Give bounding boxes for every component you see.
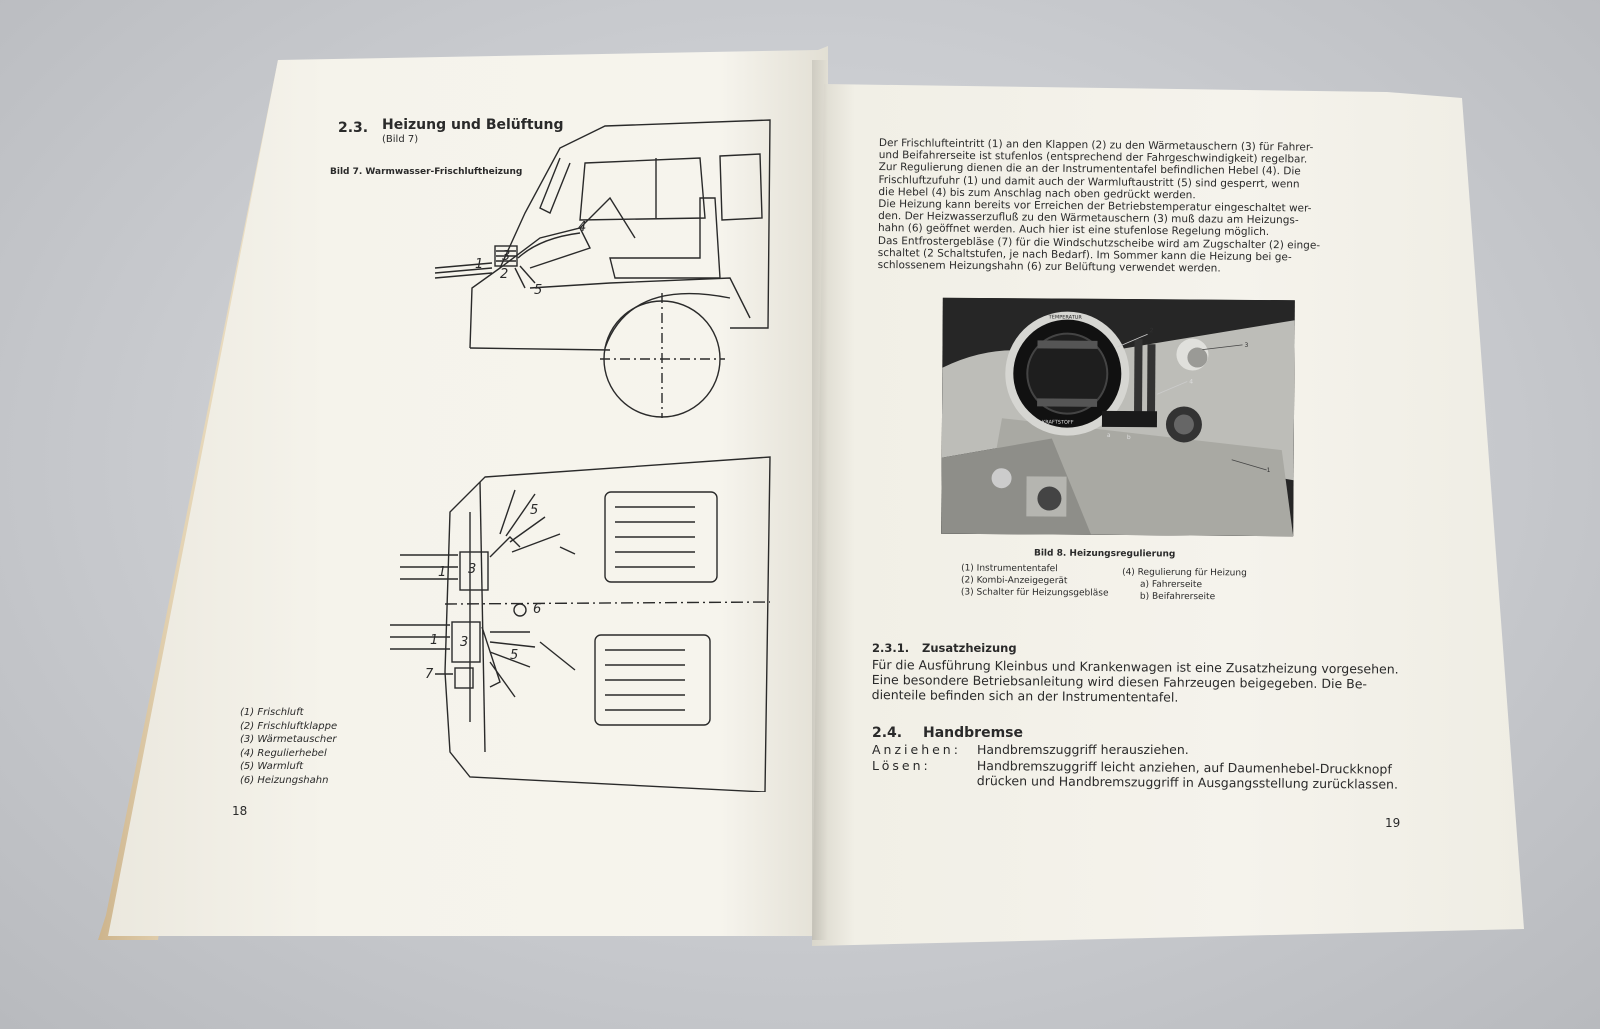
- diagram-label-7: 7: [425, 667, 434, 682]
- intro-line: hahn (6) geöffnet werden. Auch hier ist eine stufenlose Regelung möglich.: [877, 222, 1270, 239]
- section-ref: (Bild 7): [382, 134, 419, 145]
- intro-line: Zur Regulierung dienen die an der Instrumententafel befindlichen Hebel (4). Die: [878, 161, 1301, 178]
- paragraph-line: dienteile befinden sich an der Instrumententafel.: [871, 686, 1179, 705]
- intro-line: schlossenem Heizungshahn (6) zur Belüftung verwendet werden.: [877, 259, 1221, 275]
- subsection-title-zusatzheizung: Zusatzheizung: [922, 641, 1017, 655]
- photo-callout-3: 3: [1244, 341, 1249, 349]
- heater-diagram-top-view: [390, 452, 780, 792]
- diagram-label-1-bottom: 1: [430, 633, 439, 648]
- photo-label-temperatur: TEMPERATUR: [1048, 314, 1082, 321]
- diagram-label-5: 5: [534, 283, 543, 298]
- page-number-right: 19: [1385, 816, 1401, 830]
- figure-7-caption: Bild 7. Warmwasser-Frischluftheizung: [330, 167, 523, 177]
- legend-item: (2) Frischluftklappe: [240, 720, 338, 732]
- intro-line: Frischluftzufuhr (1) und damit auch der Warmluftaustritt (5) sind gesperrt, wenn: [878, 173, 1300, 191]
- diagram-label-3: 3: [502, 249, 511, 264]
- intro-paragraph: [878, 137, 1322, 276]
- legend-item: (2) Kombi-Anzeigegerät: [960, 575, 1068, 587]
- loesen-text: [977, 758, 1398, 792]
- legend-item: (3) Schalter für Heizungsgebläse: [960, 587, 1109, 599]
- legend-item: (5) Warmluft: [240, 761, 304, 772]
- diagram-label-2: 2: [500, 267, 509, 282]
- page-number-left: 18: [232, 804, 248, 818]
- legend-item: b) Beifahrerseite: [1139, 591, 1216, 603]
- intro-line: die Hebel (4) bis zum Anschlag nach oben gedrückt werden.: [878, 185, 1196, 202]
- legend-item: (1) Frischluft: [240, 707, 304, 718]
- instrument-panel-photo: [941, 298, 1295, 536]
- diagram-label-1-top: 1: [438, 565, 447, 580]
- intro-line: Das Entfrostergebläse (7) für die Windschutzscheibe wird am Zugschalter (2) einge-: [877, 234, 1321, 252]
- heater-diagram-side-view: [430, 118, 780, 428]
- book-gutter: [812, 60, 828, 940]
- subsection-number-2-3-1: 2.3.1.: [872, 641, 910, 655]
- legend-item: (4) Regulierhebel: [240, 747, 327, 759]
- section-title-handbremse: Handbremse: [923, 725, 1023, 741]
- legend-item: (4) Regulierung für Heizung: [1122, 567, 1247, 579]
- section-number-2-4: 2.4.: [872, 725, 903, 741]
- legend-item: (6) Heizungshahn: [240, 774, 329, 786]
- photo-callout-b: b: [1126, 434, 1131, 442]
- photo-callout-a: a: [1106, 431, 1111, 439]
- photo-callout-4: 4: [1189, 378, 1194, 386]
- photo-label-kraftstoff: KRAFTSTOFF: [1041, 419, 1074, 426]
- diagram-label-6-top: 6: [533, 602, 542, 617]
- diagram-label-5-top: 5: [530, 503, 539, 518]
- paragraph-line: Eine besondere Betriebsanleitung wird diesen Fahrzeugen beigegeben. Die Be-: [871, 671, 1368, 692]
- figure-8-legend-left: [961, 562, 1109, 599]
- intro-line: schaltet (2 Schaltstufen, je nach Bedarf). Im Sommer kann die Heizung bei ge-: [877, 246, 1292, 264]
- figure-7-legend: [240, 706, 337, 787]
- photo-callout-1: 1: [1266, 467, 1271, 475]
- intro-line: Der Frischlufteintritt (1) an den Klappen (2) zu den Wärmetauschern (3) für Fahrer-: [878, 137, 1314, 154]
- legend-item: (1) Instrumententafel: [961, 563, 1058, 575]
- intro-line: und Beifahrerseite ist stufenlos (entsprechend der Fahrgeschwindigkeit) regelbar.: [878, 149, 1308, 166]
- diagram-label-3-bottom: 3: [460, 635, 469, 650]
- loesen-label: Lösen:: [872, 758, 931, 773]
- paragraph-line: drücken und Handbremszuggriff in Ausgangsstellung zurücklassen.: [976, 772, 1399, 792]
- legend-item: (3) Wärmetauscher: [240, 734, 337, 745]
- diagram-label-3-top: 3: [468, 562, 477, 577]
- section-number-2-3: 2.3.: [338, 120, 369, 136]
- paragraph-line: Für die Ausführung Kleinbus und Krankenwagen ist eine Zusatzheizung vorgesehen.: [871, 657, 1399, 677]
- diagram-label-1: 1: [475, 257, 484, 272]
- section-title-heizung: Heizung und Belüftung: [382, 117, 564, 133]
- intro-line: Die Heizung kann bereits vor Erreichen der Betriebstemperatur eingeschaltet wer-: [878, 198, 1312, 215]
- anziehen-label: Anziehen:: [872, 742, 961, 757]
- photo-callout-2: 2: [1149, 327, 1154, 335]
- diagram-label-4: 4: [578, 220, 587, 235]
- figure-8-legend-right: [1122, 567, 1247, 604]
- figure-8-caption: Bild 8. Heizungsregulierung: [1033, 548, 1176, 560]
- legend-item: a) Fahrerseite: [1139, 579, 1203, 591]
- paragraph-line: Handbremszuggriff leicht anziehen, auf Daumenhebel-Druckknopf: [976, 758, 1392, 777]
- diagram-label-5-bottom: 5: [510, 648, 519, 663]
- intro-line: den. Der Heizwasserzufluß zu den Wärmetauschern (3) muß dazu am Heizungs-: [878, 210, 1299, 227]
- zusatzheizung-paragraph: [872, 657, 1399, 707]
- anziehen-text: Handbremszuggriff herausziehen.: [977, 742, 1189, 757]
